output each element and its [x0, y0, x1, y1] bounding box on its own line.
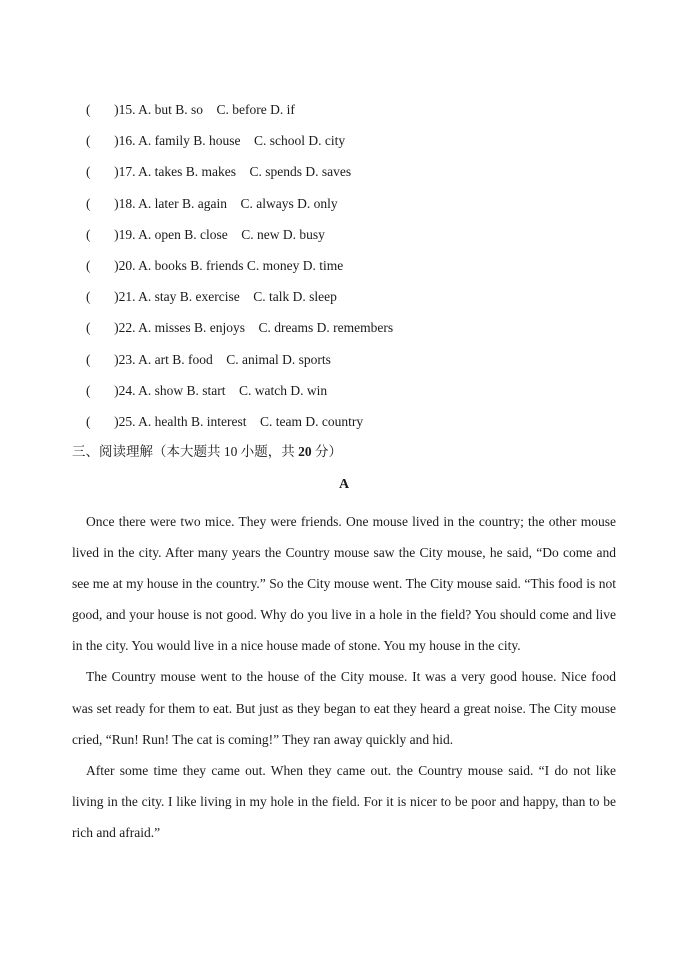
section-heading	[72, 442, 342, 462]
passage-paragraph-3: After some time they came out. When they came out. the Country mouse said. “I do not like living in the city. I like living in my hole in the field. For it is nicer to be poor and happy, than to be rich and afraid.”	[72, 762, 616, 840]
passage-paragraph-1: Once there were two mice. They were friends. One mouse lived in the country; the other mouse lived in the city. After many years the Country mouse saw the City mouse, he said, “Do come and see me at my house in the country.” So the City mouse went. The City mouse said. “This food is not good, and your house is not good. Why do you live in a hole in the field? You should come and live in the city. You would live in a nice house made of stone. You my house in the city.	[72, 514, 616, 654]
answer-paren: (	[86, 320, 91, 336]
answer-paren: (	[86, 226, 91, 242]
question-19	[86, 225, 626, 256]
answer-paren: (	[86, 102, 91, 117]
question-text: )17. A. takes B. makes C. spends D. saves	[104, 164, 352, 180]
answer-paren: (	[86, 257, 91, 273]
reading-passage	[72, 506, 616, 848]
answer-paren: (	[86, 133, 91, 149]
answer-paren: (	[86, 382, 91, 398]
question-text: )16. A. family B. house C. school D. city	[104, 133, 346, 149]
section-heading-suffix: 分）	[311, 444, 342, 459]
answer-paren: (	[86, 351, 91, 367]
section-heading-prefix: 三、阅读理解（本大题共 10 小题，共	[72, 444, 299, 459]
question-22	[86, 318, 626, 349]
question-text: )20. A. books B. friends C. money D. time	[104, 257, 344, 273]
question-20	[86, 256, 626, 287]
answer-paren: (	[86, 195, 91, 211]
question-21	[86, 287, 626, 318]
question-text: )18. A. later B. again C. always D. only	[104, 195, 338, 211]
passage-label: A	[338, 477, 350, 492]
question-24	[86, 381, 626, 412]
question-text: )25. A. health B. interest C. team D. country	[104, 413, 364, 429]
question-text: )15. A. but B. so C. before D. if	[104, 102, 295, 117]
answer-paren: (	[86, 413, 91, 429]
passage-paragraph-2: The Country mouse went to the house of the City mouse. It was a very good house. Nice food was set ready for them to eat. But just as they began to eat they heard a great noise. The City mouse cried, “Run! Run! The cat is coming!” They ran away quickly and hid.	[72, 669, 616, 747]
answer-paren: (	[86, 164, 91, 180]
question-16	[86, 131, 626, 162]
question-15	[86, 100, 626, 131]
question-text: )23. A. art B. food C. animal D. sports	[104, 351, 331, 367]
answer-paren: (	[86, 289, 91, 305]
question-text: )19. A. open B. close C. new D. busy	[104, 226, 325, 242]
question-text: )21. A. stay B. exercise C. talk D. sleep	[104, 289, 337, 305]
cloze-options-list	[86, 100, 626, 443]
question-18	[86, 194, 626, 225]
question-17	[86, 162, 626, 193]
section-heading-points: 20	[298, 444, 312, 459]
question-text: )22. A. misses B. enjoys C. dreams D. remembers	[104, 320, 394, 336]
question-23	[86, 350, 626, 381]
question-25	[86, 412, 626, 443]
question-text: )24. A. show B. start C. watch D. win	[104, 382, 328, 398]
